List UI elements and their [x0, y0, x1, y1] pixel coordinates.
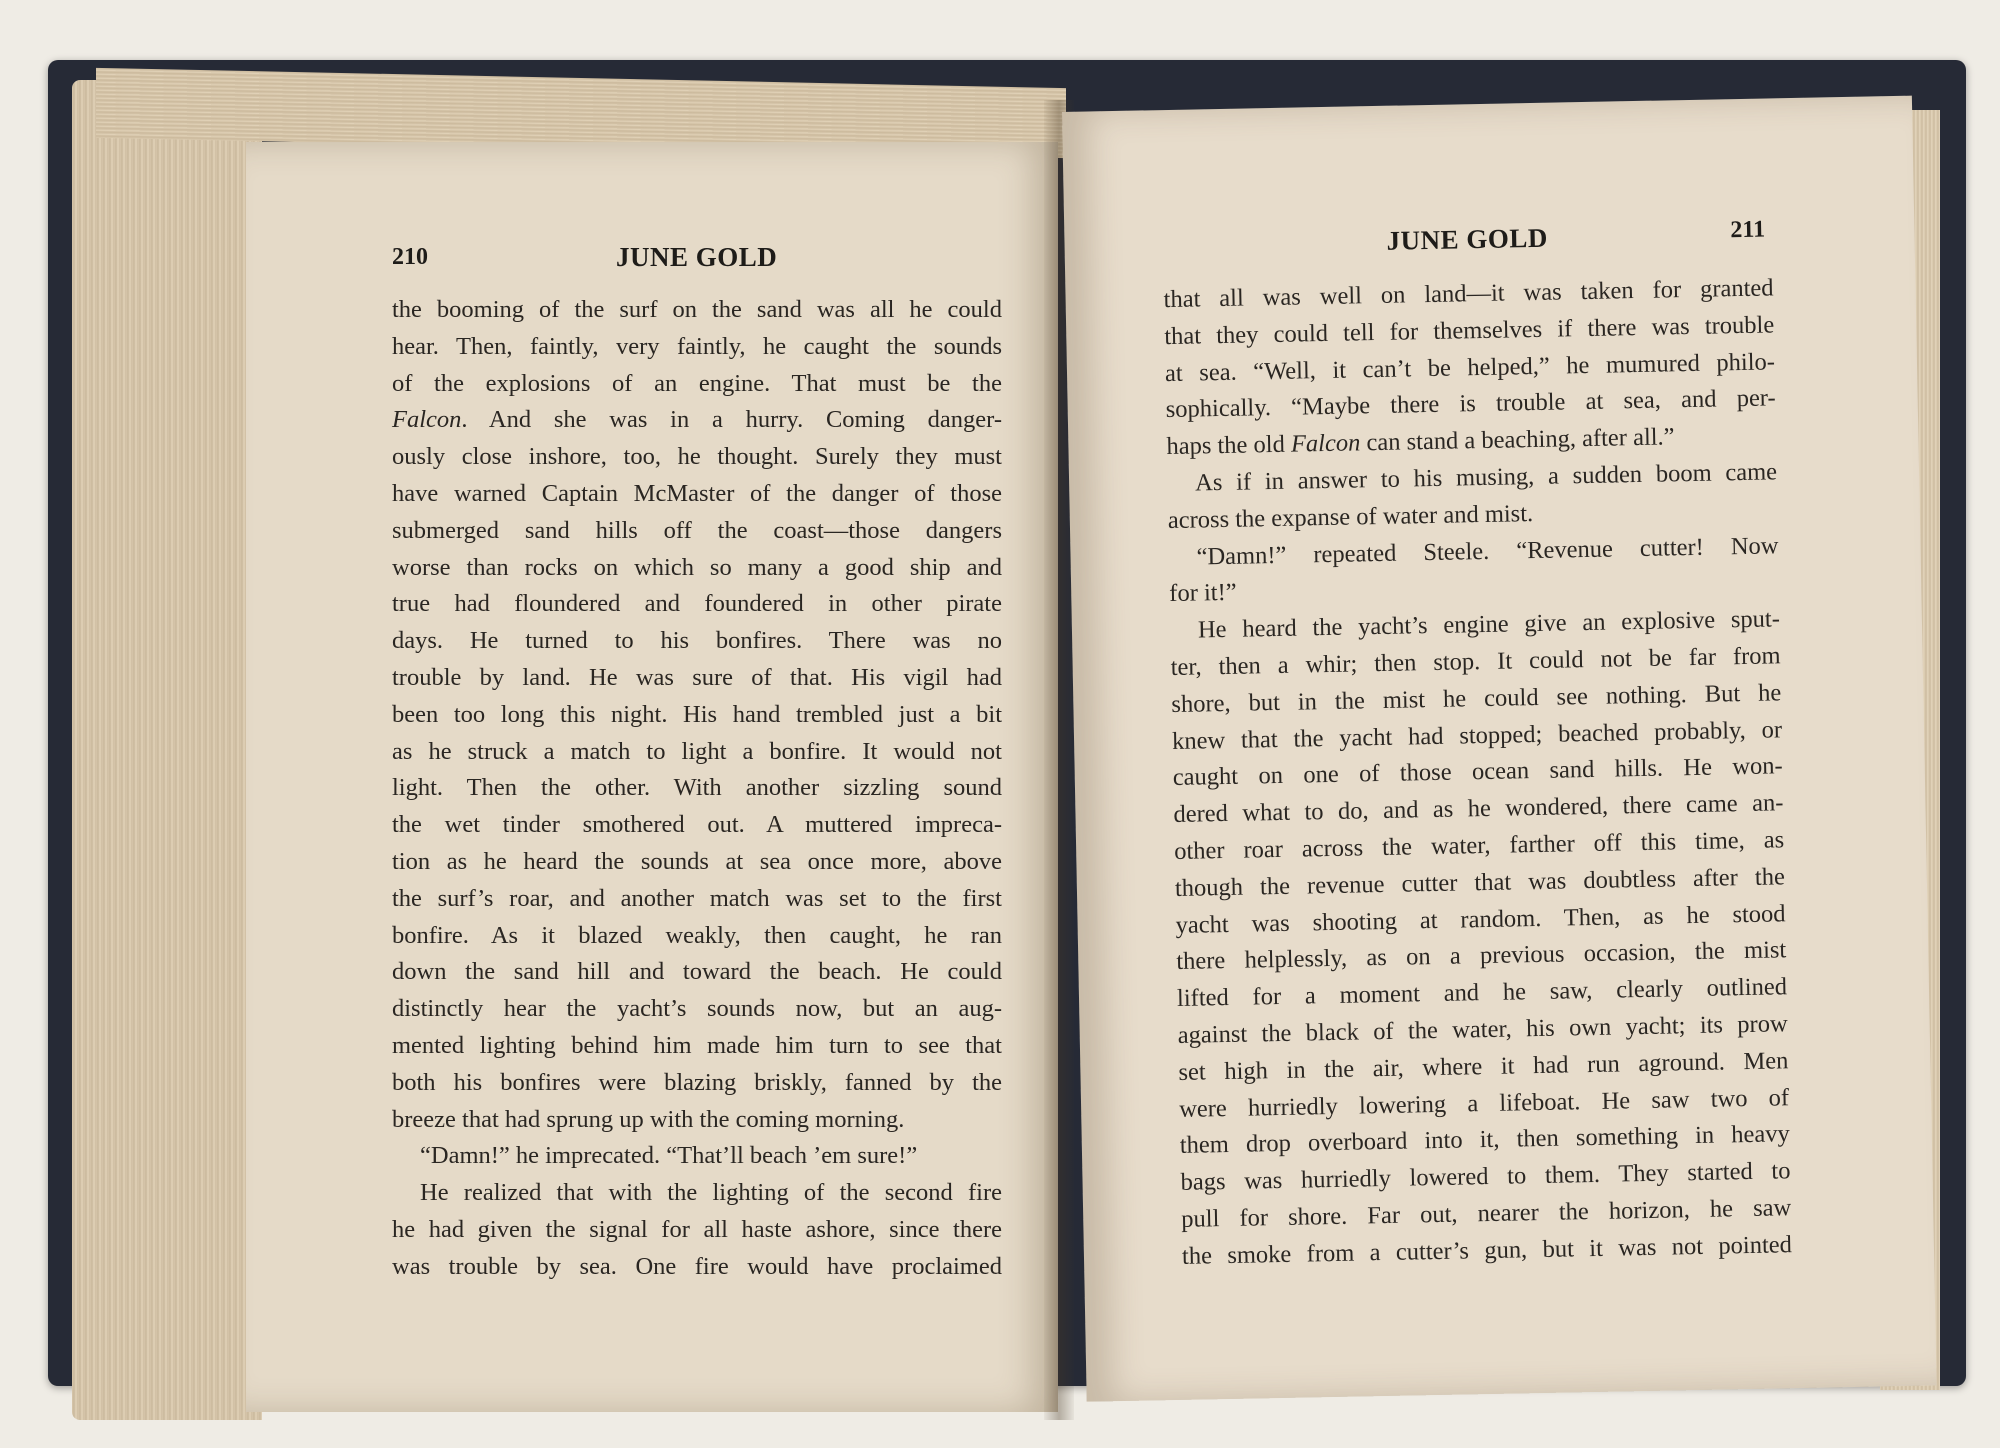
- page-edges-left: [72, 80, 262, 1420]
- text-line: mented lighting behind him made him turn to see that: [392, 1031, 1002, 1059]
- text-line: the smoke from a cutter’s gun, but it was not pointed: [1181, 1230, 1793, 1270]
- text-line: ously close inshore, too, he thought. Surely they must: [392, 443, 1002, 471]
- text-line: trouble by land. He was sure of that. His vigil had: [392, 663, 1002, 691]
- text-line: light. Then the other. With another sizzling sound: [392, 774, 1002, 802]
- text-line: He realized that with the lighting of the second fire: [420, 1179, 1002, 1207]
- text-line: He heard the yacht’s engine give an explosive sput-: [1197, 605, 1781, 644]
- text-line: for it!”: [1169, 579, 1237, 608]
- text-line: days. He turned to his bonfires. There was no: [392, 627, 1002, 655]
- text-line: worse than rocks on which so many a good ship and: [392, 553, 1002, 581]
- text-line: them drop overboard into it, then something in heavy: [1179, 1120, 1791, 1160]
- text-line: knew that the yacht had stopped; beached probably, or: [1171, 715, 1783, 755]
- text-line: at sea. “Well, it can’t be helped,” he mumured philo-: [1164, 347, 1776, 387]
- text-line: the booming of the surf on the sand was all he could: [392, 296, 1002, 323]
- text-line: ter, then a whir; then stop. It could not be far from: [1170, 642, 1781, 681]
- text-line: yacht was shooting at random. Then, as he stood: [1175, 899, 1786, 939]
- text-line: submerged sand hills off the coast—those dangers: [392, 516, 1002, 544]
- text-line: caught on one of those ocean sand hills. He won-: [1172, 752, 1783, 792]
- text-line: pull for shore. Far out, nearer the horizon, he saw: [1181, 1194, 1792, 1233]
- text-line: “Damn!” repeated Steele. “Revenue cutter! Now: [1196, 531, 1779, 571]
- text-line: set high in the air, where it had run aground. Men: [1178, 1046, 1789, 1086]
- text-line: as he struck a match to light a bonfire. It would not: [392, 737, 1002, 765]
- text-line: down the sand hill and toward the beach. He could: [392, 958, 1002, 986]
- text-line: was trouble by sea. One fire would have proclaimed: [392, 1252, 1002, 1280]
- text-line: across the expanse of water and mist.: [1167, 499, 1534, 534]
- right-body-text: [1163, 270, 1792, 1275]
- text-line: have warned Captain McMaster of the danger of those: [392, 479, 1002, 507]
- text-line: of the explosions of an engine. That must be the: [392, 369, 1002, 397]
- left-running-header: JUNE GOLD: [616, 242, 778, 272]
- text-line: dered what to do, and as he wondered, there came an-: [1173, 789, 1784, 829]
- text-line: haps the old Falcon can stand a beaching, after all.”: [1166, 423, 1675, 461]
- text-line: distinctly hear the yacht’s sounds now, but an aug-: [392, 995, 1002, 1023]
- text-line: other roar across the water, farther off this time, as: [1173, 826, 1785, 865]
- text-line: though the revenue cutter that was doubtless after the: [1174, 863, 1786, 902]
- text-line: bags was hurriedly lowered to them. They started to: [1180, 1157, 1791, 1197]
- text-line: Falcon. And she was in a hurry. Coming danger-: [392, 406, 1002, 434]
- text-line: breeze that had sprung up with the coming morning.: [392, 1105, 905, 1133]
- text-line: been too long this night. His hand trembled just a bit: [392, 700, 1002, 728]
- text-line: against the black of the water, his own yacht; its prow: [1177, 1010, 1788, 1049]
- text-line: he had given the signal for all haste ashore, since there: [392, 1215, 1002, 1243]
- left-page-number: 210: [392, 244, 428, 270]
- right-running-header: JUNE GOLD: [1386, 222, 1549, 256]
- left-page: [246, 142, 1058, 1412]
- text-line: that all was well on land—it was taken for granted: [1163, 274, 1774, 314]
- text-line: hear. Then, faintly, very faintly, he caught the sounds: [392, 332, 1002, 360]
- text-line: the wet tinder smothered out. A muttered impreca-: [392, 811, 1002, 839]
- text-line: sophically. “Maybe there is trouble at sea, and per-: [1165, 384, 1776, 424]
- text-line: that they could tell for themselves if there was trouble: [1164, 311, 1775, 350]
- text-line: tion as he heard the sounds at sea once more, above: [392, 847, 1002, 875]
- text-line: true had floundered and foundered in other pirate: [392, 590, 1002, 618]
- text-line: there helplessly, as on a previous occasion, the mist: [1176, 936, 1787, 976]
- text-line: lifted for a moment and he saw, clearly outlined: [1176, 973, 1788, 1013]
- text-line: were hurriedly lowering a lifeboat. He saw two of: [1178, 1083, 1790, 1123]
- text-line: bonfire. As it blazed weakly, then caught, he ran: [392, 921, 1002, 949]
- right-page: [1062, 96, 1937, 1402]
- left-body-text: [392, 292, 1002, 1286]
- text-line: “Damn!” he imprecated. “That’ll beach ’em sure!”: [420, 1142, 918, 1170]
- text-line: shore, but in the mist he could see nothing. But he: [1171, 679, 1782, 718]
- right-page-number: 211: [1730, 216, 1766, 244]
- text-line: As if in answer to his musing, a sudden boom came: [1194, 458, 1778, 497]
- text-line: both his bonfires were blazing briskly, fanned by the: [392, 1068, 1002, 1096]
- text-line: the surf’s roar, and another match was set to the first: [392, 884, 1002, 912]
